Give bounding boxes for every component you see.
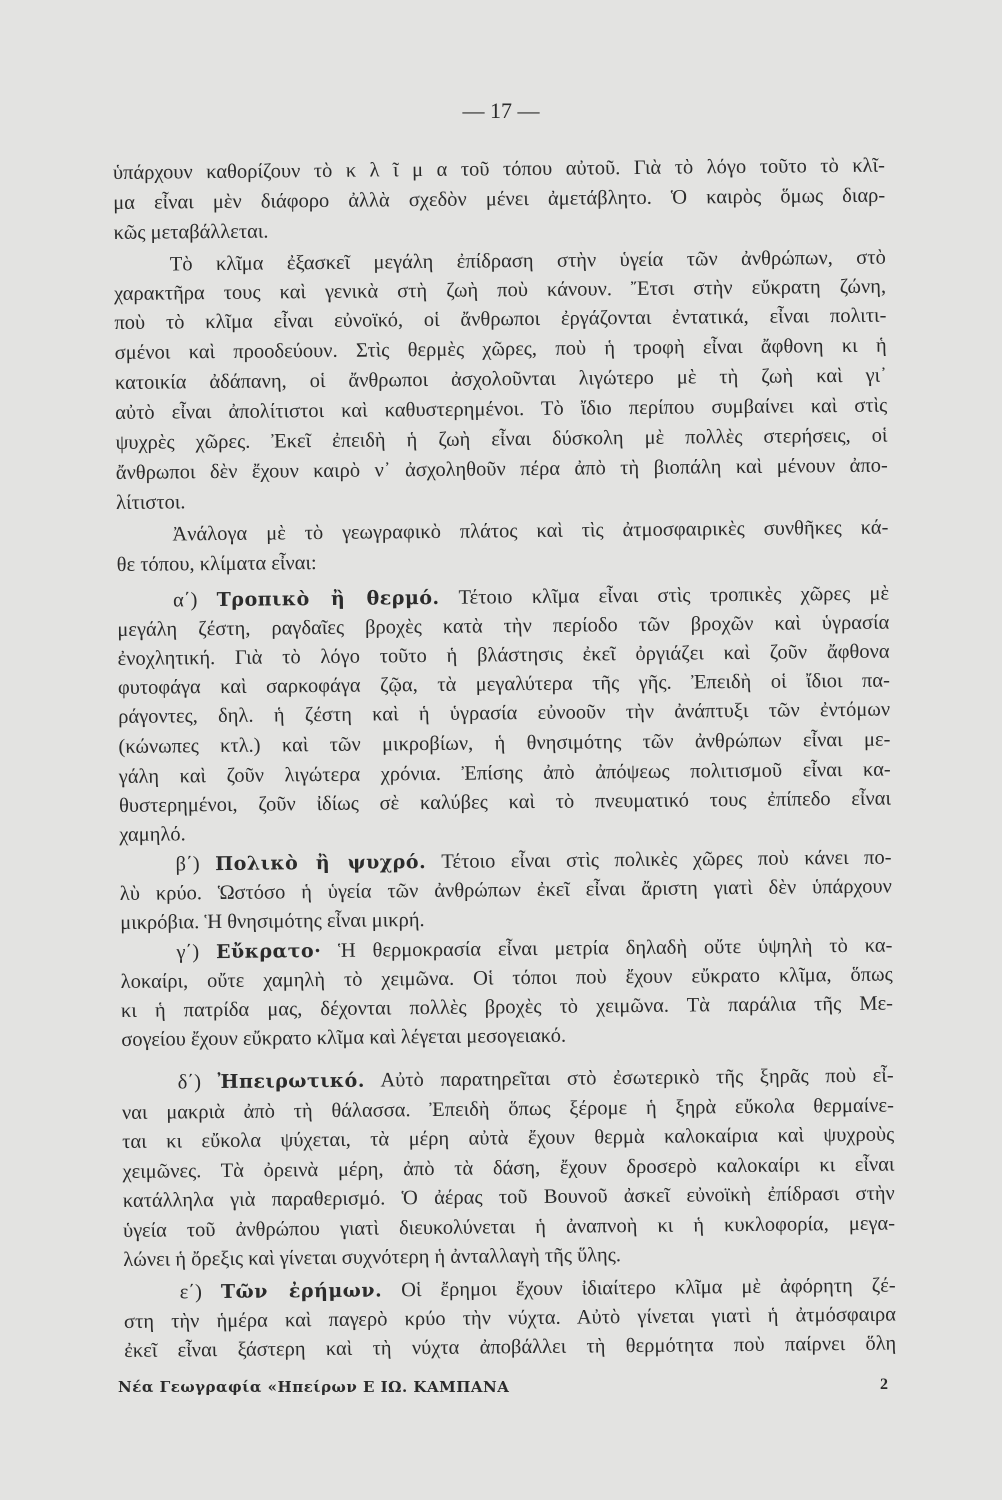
text-line xyxy=(117,545,889,578)
line-text: κατάλληλα γιὰ παραθερισμό. Ὁ ἀέρας τοῦ Βουνοῦ ἀσκεῖ εὐνοϊκὴ ἐπίδρασι στὴν xyxy=(122,1182,895,1212)
line-text: Τέτοιο κλῖμα εἶναι στὶς τροπικὲς χῶρες μὲ xyxy=(458,582,890,609)
text-line xyxy=(117,639,889,672)
text-line xyxy=(121,1020,893,1053)
text-line xyxy=(124,1302,896,1335)
section-heading-line xyxy=(180,1273,896,1306)
line-text: μα εἶναι μὲν διάφορο ἀλλὰ σχεδὸν μένει ἀμετάβλητο. Ὁ καιρὸς ὅμως διαρ- xyxy=(113,184,886,215)
text-line xyxy=(115,363,887,396)
text-line xyxy=(118,668,890,701)
text-line xyxy=(122,1152,894,1185)
section-label: ε΄) xyxy=(179,1281,203,1304)
line-text: λοκαίρι, οὔτε χαμηλὴ τὸ χειμῶνα. Οἱ τόποι ποὺ ἔχουν εὔκρατο κλῖμα, ὅπως xyxy=(120,963,893,993)
text-line xyxy=(116,483,888,516)
body-text xyxy=(111,0,896,1400)
section-heading-line xyxy=(178,1063,894,1096)
line-text: θυστερημένοι, ζοῦν ἰδίως σὲ καλύβες καὶ τὸ πνευματικό τους ἐπίπεδο εἶναι xyxy=(118,787,892,817)
line-text: Ἀνάλογα μὲ τὸ γεωγραφικὸ πλάτος καὶ τὶς ἀτμοσφαιρικὲς συνθῆκες κά- xyxy=(172,516,889,546)
line-text: θε τόπου, κλίματα εἶναι: xyxy=(116,552,317,577)
text-line xyxy=(124,1331,896,1364)
line-text: μεγάλη ζέστη, ραγδαῖες βροχὲς κατὰ τὴν περίοδο τῶν βροχῶν καὶ ὑγρασία xyxy=(117,611,890,642)
line-text: λίτιστοι. xyxy=(116,491,186,515)
text-line xyxy=(123,1211,895,1244)
line-text: σογείου ἔχουν εὔκρατο κλῖμα καὶ λέγεται μεσογειακό. xyxy=(121,1024,567,1051)
text-line xyxy=(122,1093,894,1126)
line-text: γάλη καὶ ζοῦν λιγώτερα χρόνια. Ἐπίσης ἀπὸ ἀπόψεως πολιτισμοῦ εἶναι κα- xyxy=(118,758,891,788)
section-label: β΄) xyxy=(175,853,200,876)
line-text: ται κι εὔκολα ψύχεται, τὰ μέρη αὐτὰ ἔχουν θερμὰ καλοκαίρια καὶ ψυχροὺς xyxy=(122,1123,895,1153)
line-text: χαμηλό. xyxy=(119,823,186,846)
line-text: ὑγεία τοῦ ἀνθρώπου γιατὶ διευκολύνεται ἡ ἀναπνοὴ κι ἡ κυκλοφορία, μεγα- xyxy=(122,1212,896,1242)
section-label: γ΄) xyxy=(176,941,200,964)
line-text: Αὐτὸ παρατηρεῖται στὸ ἐσωτερικὸ τῆς ξηρᾶς ποὺ εἶ- xyxy=(380,1064,894,1092)
line-text: (κώνωπες κτλ.) καὶ τῶν μικροβίων, ἡ θνησιμότης τῶν ἀνθρώπων εἶναι με- xyxy=(118,728,891,758)
text-line xyxy=(113,183,885,216)
text-line xyxy=(116,453,888,486)
text-line xyxy=(121,991,893,1024)
line-text: ψυχρὲς χῶρες. Ἐκεῖ ἐπειδὴ ἡ ζωὴ εἶναι δύσκολη μὲ πολλὲς στερήσεις, οἱ xyxy=(115,424,888,455)
text-line xyxy=(114,274,886,307)
section-title: Ἠπειρωτικό. xyxy=(217,1069,366,1094)
line-text: κατοικία ἀδάπανη, οἱ ἄνθρωποι ἀσχολοῦνται λιγώτερο μὲ τὴ ζωὴ καὶ γι᾽ xyxy=(114,364,888,395)
text-line xyxy=(115,393,887,426)
line-text: χαρακτῆρα τους καὶ γενικὰ στὴ ζωὴ ποὺ κάνουν. Ἔτσι στὴν εὔκρατη ζώνη, xyxy=(113,275,887,306)
line-text: κι ἡ πατρίδα μας, δέχονται πολλὲς βροχὲς τὸ χειμῶνα. Τὰ παράλια τῆς Με- xyxy=(120,992,894,1022)
text-line xyxy=(118,697,890,730)
section-title: Τροπικὸ ἢ θερμό. xyxy=(216,586,440,612)
text-line xyxy=(123,1240,895,1273)
section-heading-line xyxy=(175,845,891,878)
line-text: στη τὴν ἡμέρα καὶ παγερὸ κρύο τὴν νύχτα. Αὐτὸ γίνεται γιατὶ ἡ ἀτμόσφαιρα xyxy=(123,1303,897,1333)
line-text: χειμῶνες. Τὰ ὀρεινὰ μέρη, ἀπὸ τὰ δάση, ἔχουν δροσερὸ καλοκαίρι κι εἶναι xyxy=(122,1153,895,1183)
text-line xyxy=(115,423,887,456)
text-line xyxy=(119,786,891,819)
page-number: — 17 — xyxy=(462,98,540,123)
section-heading-line xyxy=(173,581,889,614)
text-line xyxy=(123,1181,895,1214)
line-text: ναι μακριὰ ἀπὸ τὴ θάλασσα. Ἐπειδὴ ὅπως ξέρομε ἡ ξηρὰ εὔκολα θερμαίνε- xyxy=(121,1094,895,1124)
line-text: ἐνοχλητική. Γιὰ τὸ λόγο τοῦτο ἡ βλάστησις ἐκεῖ ὀργιάζει καὶ ζοῦν ἄφθονα xyxy=(117,640,890,671)
text-line xyxy=(117,610,889,643)
section-title: Εὔκρατο· xyxy=(215,940,322,964)
text-line xyxy=(120,903,892,936)
line-text: ὑπάρχουν καθορίζουν τὸ κ λ ῖ μ α τοῦ τόπου αὐτοῦ. Γιὰ τὸ λόγο τοῦτο τὸ κλῖ- xyxy=(112,154,886,185)
line-text: κῶς μεταβάλλεται. xyxy=(113,220,269,245)
text-line xyxy=(119,757,891,790)
text-line xyxy=(121,962,893,995)
text-line xyxy=(120,874,892,907)
line-text: Ἡ θερμοκρασία εἶναι μετρία δηλαδὴ οὔτε ὑψηλὴ τὸ κα- xyxy=(338,934,893,962)
text-line xyxy=(170,245,886,278)
line-text: λώνει ἡ ὄρεξις καὶ γίνεται συχνότερη ἡ ἀνταλλαγὴ τῆς ὕλης. xyxy=(123,1244,622,1271)
text-line xyxy=(114,303,886,336)
line-text: ἐκεῖ εἶναι ξάστερη καὶ τὴ νύχτα ἀποβάλλει τὴ θερμότητα ποὺ παίρνει ὅλη xyxy=(124,1332,897,1362)
text-line xyxy=(122,1122,894,1155)
line-text: φυτοφάγα καὶ σαρκοφάγα ζῷα, τὰ μεγαλύτερα τῆς γῆς. Ἐπειδὴ οἱ ἴδιοι πα- xyxy=(117,669,890,700)
section-heading-line xyxy=(176,933,892,966)
line-text: λὺ κρύο. Ὡστόσο ἡ ὑγεία τῶν ἀνθρώπων ἐκεῖ εἶναι ἄριστη γιατὶ δὲν ὑπάρχουν xyxy=(119,875,892,905)
line-text: μικρόβια. Ἡ θνησιμότης εἶναι μικρή. xyxy=(120,909,425,934)
line-text: ἄνθρωποι δὲν ἔχουν καιρὸ ν᾽ ἀσχοληθοῦν πέρα ἀπὸ τὴ βιοπάλη καὶ μένουν ἀπο- xyxy=(115,454,888,485)
text-line xyxy=(118,727,890,760)
section-title: Τῶν ἐρήμων. xyxy=(220,1279,383,1304)
text-line xyxy=(113,153,885,186)
line-text: σμένοι καὶ προοδεύουν. Στὶς θερμὲς χῶρες, ποὺ ἡ τροφὴ εἶναι ἄφθονη κι ἡ xyxy=(114,334,887,365)
text-line xyxy=(113,213,885,246)
text-line xyxy=(172,515,888,548)
line-text: ράγοντες, δηλ. ἡ ζέστη καὶ ἡ ὑγρασία εὐνοοῦν τὴν ἀνάπτυξι τῶν ἐντόμων xyxy=(118,698,891,728)
line-text: ποὺ τὸ κλῖμα εἶναι εὐνοϊκό, οἱ ἄνθρωποι ἐργάζονται ἐντατικά, εἶναι πολιτι- xyxy=(114,304,887,335)
section-title: Πολικὸ ἢ ψυχρό. xyxy=(215,851,427,876)
footer-imprint: Νέα Γεωγραφία «Ηπείρων Ε ΙΩ. ΚΑΜΠΑΝΑ xyxy=(118,1378,510,1396)
line-text: Οἱ ἔρημοι ἔχουν ἰδιαίτερο κλῖμα μὲ ἀφόρητη ζέ- xyxy=(401,1274,896,1302)
text-line xyxy=(119,815,891,848)
line-text: αὐτὸ εἶναι ἀπολίτιστοι καὶ καθυστερημένοι. Τὸ ἴδιο περίπου συμβαίνει καὶ στὶς xyxy=(115,394,888,425)
text-line xyxy=(115,333,887,366)
section-label: δ΄) xyxy=(177,1071,202,1094)
line-text: Τέτοιο εἶναι στὶς πολικὲς χῶρες ποὺ κάνει πο- xyxy=(441,846,892,873)
signature-mark: 2 xyxy=(880,1376,888,1393)
section-label: α΄) xyxy=(172,589,198,612)
line-text: Τὸ κλῖμα ἐξασκεῖ μεγάλη ἐπίδραση στὴν ὑγεία τῶν ἀνθρώπων, στὸ xyxy=(169,246,886,276)
